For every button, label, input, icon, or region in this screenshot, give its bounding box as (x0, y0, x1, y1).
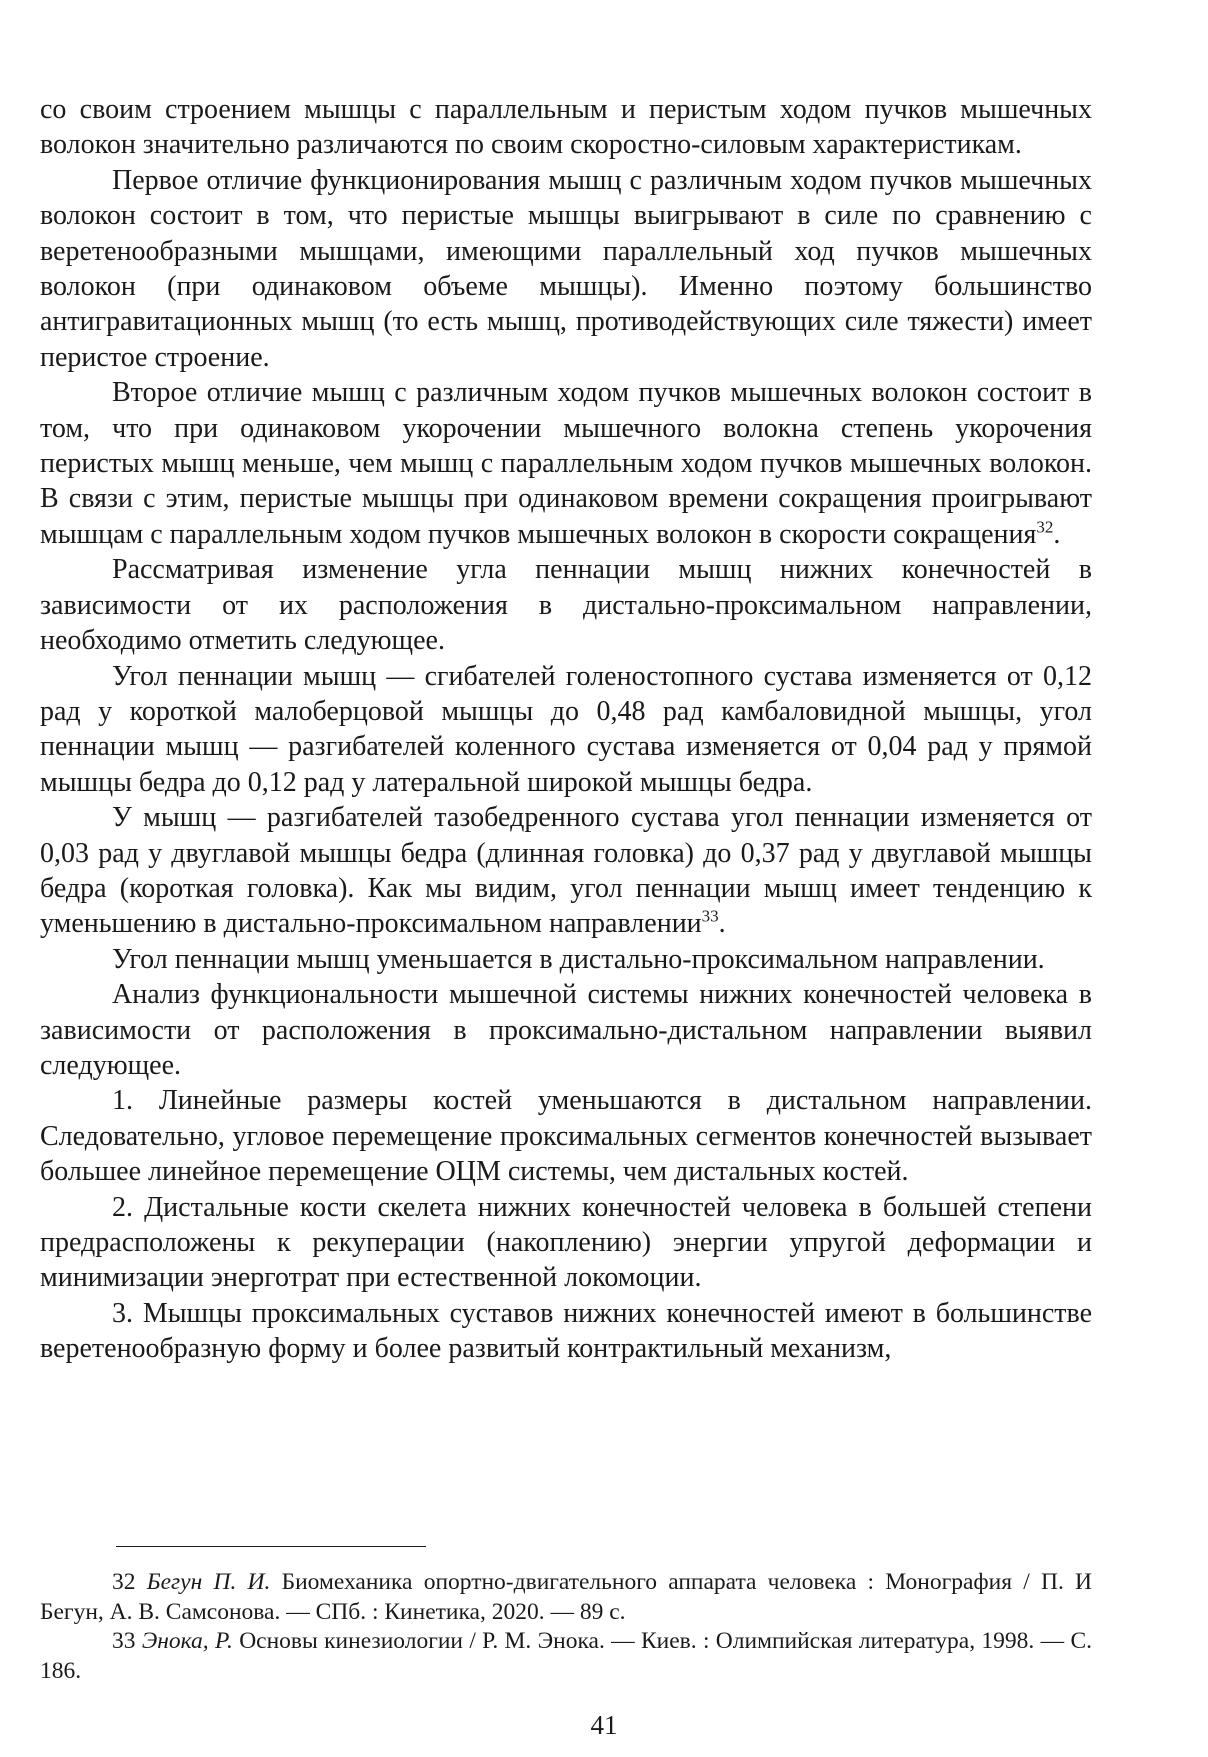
footnote-32: 32 Бегун П. И. Биомеханика опортно-двигательного аппарата человека : Монография / П. И Бегун, А. В. Самсонова. — СПб. : Кинетика, 2020. — 89 с. (40, 1569, 1093, 1625)
footnote-ref-32[interactable]: 32 (1036, 517, 1054, 537)
page-number: 41 (590, 1710, 618, 1740)
footnote-33: 33 Энока, Р. Основы кинезиологии / Р. М. Энока. — Киев. : Олимпийская литература, 1998. — С. 186. (40, 1628, 1092, 1684)
page-body (40, 92, 1092, 1367)
paragraph-9: 1. Линейные размеры костей уменьшаются в дистальном направлении. Следовательно, угловое перемещение проксимальных сегментов конечностей вызывает большее линейное перемещение ОЦМ системы, чем дистальных костей. (40, 1085, 1092, 1188)
footnote-divider (116, 1546, 426, 1547)
paragraph-4: Рассматривая изменение угла пеннации мышц нижних конечностей в зависимости от их расположения в дистально-проксимальном направлении, необходимо отметить следующее. (40, 554, 1092, 657)
footnotes (40, 1568, 1092, 1686)
paragraph-6: У мышц — разгибателей тазобедренного сустава угол пеннации изменяется от 0,03 рад у двуглавой мышцы бедра (длинная головка) до 0,37 рад у двуглавой мышцы бедра (короткая головка). Как мы видим, угол пеннации мышц имеет тенденцию к уменьшению в дистально-проксимальном направлении$^{33}$. (40, 802, 1092, 940)
paragraph-2: Первое отличие функционирования мышц с различным ходом пучков мышечных волокон состоит в том, что перистые мышцы выигрывают в силе по сравнению с веретенообразными мышцами, имеющими параллельный ход пучков мышечных волокон (при одинаковом объеме мышцы). Именно поэтому большинство антигравитационных мышц (то есть мышц, противодействующих силе тяжести) имеет перистое строение. (40, 164, 1092, 373)
paragraph-1: со своим строением мышцы с параллельным и перистым ходом пучков мышечных волокон значительно различаются по своим скоростно-силовым характеристикам. (40, 94, 1092, 161)
paragraph-8: Анализ функциональности мышечной системы нижних конечностей человека в зависимости от расположения в проксимально-дистальном направлении выявил следующее. (40, 979, 1092, 1081)
paragraph-7: Угол пеннации мышц уменьшается в дистально-проксимальном направлении. (112, 943, 1045, 975)
paragraph-5: Угол пеннации мышц — сгибателей голеностопного сустава изменяется от 0,12 рад у короткой малоберцовой мышцы до 0,48 рад камбаловидной мышцы, угол пеннации мышц — разгибателей коленного сустава изменяется от 0,04 рад у прямой мышцы бедра до 0,12 рад у латеральной широкой мышцы бедра. (40, 660, 1092, 798)
paragraph-3: Второе отличие мышц с различным ходом пучков мышечных волокон состоит в том, что при одинаковом укорочении мышечного волокна степень укорочения перистых мышц меньше, чем мышц с параллельным ходом пучков мышечных волокон. В связи с этим, перистые мышцы при одинаковом времени сокращения проигрывают мышцам с параллельным ходом пучков мышечных волокон в скорости сокращения$^{32}$. (40, 377, 1092, 550)
footnote-ref-33[interactable]: 33 (701, 907, 719, 927)
paragraph-10: 2. Дистальные кости скелета нижних конечностей человека в большей степени предрасположены к рекуперации (накоплению) энергии упругой деформации и минимизации энерготрат при естественной локомоции. (40, 1191, 1092, 1294)
paragraph-11: 3. Мышцы проксимальных суставов нижних конечностей имеют в большинстве веретенообразную форму и более развитый контрактильный механизм, (40, 1297, 1092, 1365)
